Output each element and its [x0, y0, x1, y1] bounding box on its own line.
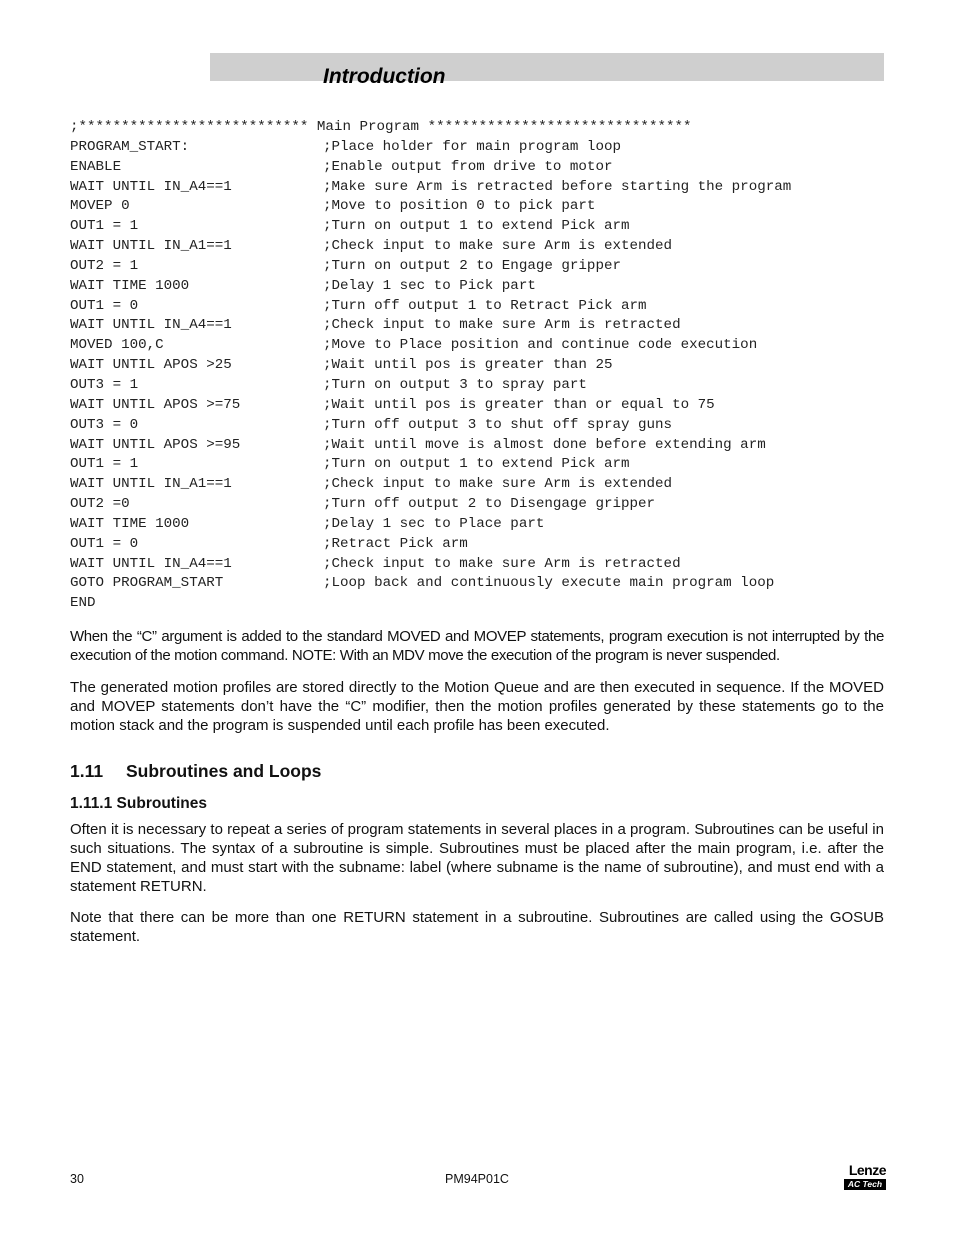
page-number: 30	[70, 1172, 84, 1186]
section-heading	[70, 760, 321, 782]
code-comment: ;Turn off output 3 to shut off spray guns	[323, 416, 673, 433]
code-statement: WAIT TIME 1000	[70, 515, 190, 532]
code-statement: OUT2 = 1	[70, 257, 139, 274]
code-statement: ;*************************** Main Program *******************************	[70, 119, 692, 135]
code-comment: ;Check input to make sure Arm is retracted	[323, 317, 681, 334]
code-line	[70, 396, 890, 416]
lenze-logo	[844, 1163, 886, 1190]
code-comment: ;Turn on output 1 to extend Pick arm	[323, 218, 630, 235]
code-comment: ;Turn on output 3 to spray part	[323, 376, 587, 393]
code-line	[70, 515, 890, 535]
paragraph-c-argument: When the “C” argument is added to the standard MOVED and MOVEP statements, program execution is not interrupted by the execution of the motion command. NOTE: With an MDV move the execution of the program is never suspended.	[70, 628, 884, 664]
code-statement: OUT2 =0	[70, 496, 130, 513]
logo-sub-text: AC Tech	[844, 1179, 886, 1190]
code-statement: WAIT UNTIL APOS >=75	[70, 396, 241, 413]
code-listing	[70, 118, 890, 614]
code-statement: OUT3 = 0	[70, 416, 139, 433]
code-statement: OUT1 = 1	[70, 456, 139, 473]
code-line	[70, 376, 890, 396]
section-number: 1.11	[70, 761, 104, 781]
code-statement: PROGRAM_START:	[70, 138, 190, 155]
code-line	[70, 356, 890, 376]
code-line	[70, 118, 890, 138]
code-line	[70, 436, 890, 456]
code-statement: WAIT UNTIL IN_A4==1	[70, 317, 232, 334]
code-comment: ;Check input to make sure Arm is extended	[323, 476, 673, 493]
paragraph-subroutines: Often it is necessary to repeat a series of program statements in several places in a program. Subroutines can be useful in such situations. The syntax of a subroutine is simple. Subroutines must be placed after the main program, i.e. after the END statement, and must start with the subname: label (where subname is the name of subroutine), and must end with a statement RETURN.	[70, 821, 884, 895]
code-comment: ;Check input to make sure Arm is retracted	[323, 555, 681, 572]
paragraph-return-note: Note that there can be more than one RETURN statement in a subroutine. Subroutines are called using the GOSUB statement.	[70, 909, 884, 945]
code-comment: ;Enable output from drive to motor	[323, 158, 613, 175]
code-comment: ;Turn off output 2 to Disengage gripper	[323, 496, 656, 513]
code-line	[70, 495, 890, 515]
code-statement: GOTO PROGRAM_START	[70, 575, 224, 592]
code-line	[70, 237, 890, 257]
subsection-heading: 1.11.1 Subroutines	[70, 795, 207, 812]
code-comment: ;Delay 1 sec to Place part	[323, 515, 545, 532]
header-bar	[210, 53, 884, 81]
code-statement: WAIT UNTIL IN_A1==1	[70, 476, 232, 493]
code-statement: OUT1 = 0	[70, 535, 139, 552]
document-code: PM94P01C	[445, 1172, 509, 1186]
code-comment: ;Move to position 0 to pick part	[323, 198, 596, 215]
paragraph-motion-queue: The generated motion profiles are stored directly to the Motion Queue and are then executed in sequence. If the MOVED and MOVEP statements don’t have the “C” modifier, then the motion profiles generated by these statements go to the motion stack and the program is suspended until each profile has been executed.	[70, 679, 884, 734]
code-line	[70, 455, 890, 475]
code-statement: MOVEP 0	[70, 198, 130, 215]
code-comment: ;Move to Place position and continue code execution	[323, 337, 758, 354]
code-statement: WAIT UNTIL APOS >=95	[70, 436, 241, 453]
logo-brand-text: Lenze	[848, 1162, 886, 1178]
code-line	[70, 257, 890, 277]
code-line	[70, 574, 890, 594]
code-line	[70, 555, 890, 575]
section-title: Subroutines and Loops	[126, 761, 322, 781]
code-line	[70, 178, 890, 198]
code-comment: ;Place holder for main program loop	[323, 138, 621, 155]
code-line	[70, 297, 890, 317]
code-line	[70, 217, 890, 237]
code-statement: OUT1 = 1	[70, 218, 139, 235]
code-statement: OUT3 = 1	[70, 376, 139, 393]
code-statement: WAIT UNTIL IN_A4==1	[70, 555, 232, 572]
code-line	[70, 197, 890, 217]
code-statement: OUT1 = 0	[70, 297, 139, 314]
code-line	[70, 138, 890, 158]
code-comment: ;Turn off output 1 to Retract Pick arm	[323, 297, 647, 314]
code-comment: ;Delay 1 sec to Pick part	[323, 277, 536, 294]
code-line	[70, 475, 890, 495]
code-comment: ;Wait until pos is greater than or equal to 75	[323, 396, 715, 413]
code-line	[70, 594, 890, 614]
code-line	[70, 316, 890, 336]
code-statement: ENABLE	[70, 158, 122, 175]
code-comment: ;Wait until move is almost done before extending arm	[323, 436, 766, 453]
code-statement: WAIT UNTIL IN_A1==1	[70, 238, 232, 255]
code-statement: MOVED 100,C	[70, 337, 164, 354]
code-comment: ;Turn on output 1 to extend Pick arm	[323, 456, 630, 473]
code-statement: WAIT TIME 1000	[70, 277, 190, 294]
code-line	[70, 416, 890, 436]
code-comment: ;Make sure Arm is retracted before starting the program	[323, 178, 792, 195]
section-header-title: Introduction	[323, 65, 446, 88]
code-line	[70, 535, 890, 555]
code-comment: ;Retract Pick arm	[323, 535, 468, 552]
code-comment: ;Check input to make sure Arm is extended	[323, 238, 673, 255]
code-statement: WAIT UNTIL APOS >25	[70, 357, 232, 374]
code-comment: ;Wait until pos is greater than 25	[323, 357, 613, 374]
code-statement: END	[70, 595, 96, 612]
code-comment: ;Turn on output 2 to Engage gripper	[323, 257, 621, 274]
code-line	[70, 336, 890, 356]
code-statement: WAIT UNTIL IN_A4==1	[70, 178, 232, 195]
code-comment: ;Loop back and continuously execute main program loop	[323, 575, 775, 592]
code-line	[70, 158, 890, 178]
code-line	[70, 277, 890, 297]
